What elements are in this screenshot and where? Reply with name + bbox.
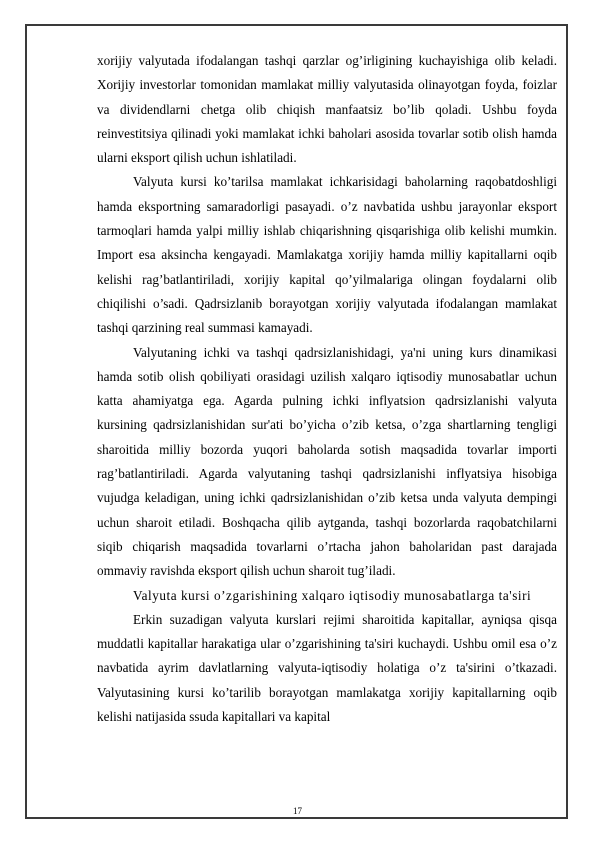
page-number: 17 xyxy=(293,806,302,816)
paragraph-4: Erkin suzadigan valyuta kurslari rejimi sharoitida kapitallar, ayniqsa qisqa muddatli kapitallar harakatiga ular o’zgarishining ta'siri kuchaydi. Ushbu omil esa o’z navbatida ayrim davlatlarning valyuta-iqtisodiy holatiga o’z ta'sirini o’tkazadi. Valyutasining kursi ko’tarilib borayotgan mamlakatga xorijiy kapitallarning oqib kelishi natijasida ssuda kapitallari va kapital xyxy=(97,611,557,725)
paragraph-3: Valyutaning ichki va tashqi qadrsizlanishidagi, ya'ni uning kurs dinamikasi hamda sotib olish qobiliyati orasidagi uzilish xalqaro iqtisodiy munosabatlar uchun katta ahamiyatga ega. Agarda pulning ichki inflyatsion qadrsizlanishi valyuta kursining qadrsizlanishidan sur'ati bo’yicha o’zib ketsa, o’zga shartlarning tengligi sharoitida milliy bozorda yuqori baholarda sotish maqsadida tovarlar importi rag’batlantiriladi. Agarda valyutaning tashqi qadrsizlanishi inflyatsiya hisobiga vujudga keladigan, uning ichki qadrsizlanishidan o’zib ketsa unda valyuta dempingi uchun sharoit etiladi. Boshqacha qilib aytganda, tashqi bozorlarda raqobatchilarni siqib chiqarish maqsadida tovarlarni o’rtacha jahon baholaridan past darajada ommaviy ravishda eksport qilish uchun sharoit tug’iladi. xyxy=(97,344,557,579)
paragraph-2: Valyuta kursi ko’tarilsa mamlakat ichkarisidagi baholarning raqobatdoshligi hamda eksportning samaradorligi pasayadi. o’z navbatida ushbu jarayonlar eksport tarmoqlari hamda yalpi milliy ishlab chiqarishning qisqarishiga olib kelishi mumkin. Import esa aksincha kengayadi. Mamlakatga xorijiy hamda milliy kapitallarni oqib kelishi rag’batlantiriladi, xorijiy kapital qo’yilmalariga olingan foydalarni olib chiqilishi o’sadi. Qadrsizlanib borayotgan xorijiy valyutada ifodalangan mamlakat tashqi qarzining real summasi kamayadi. xyxy=(97,174,557,336)
section-heading: Valyuta kursi o’zgarishining xalqaro iqtisodiy munosabatlarga ta'siri xyxy=(133,587,532,603)
paragraph-1: xorijiy valyutada ifodalangan tashqi qarzlar og’irligining kuchayishiga olib keladi. Xorijiy investorlar tomonidan mamlakat milliy valyutasida olinayotgan foyda, foizlar va dividendlarni chetga olib chiqish manfaatsiz bo’lib qoladi. Ushbu foyda reinvestitsiya qilinadi yoki mamlakat ichki baholari asosida tovarlar sotib olish hamda ularni eksport qilish uchun ishlatiladi. xyxy=(97,53,557,166)
document-body xyxy=(97,49,557,729)
